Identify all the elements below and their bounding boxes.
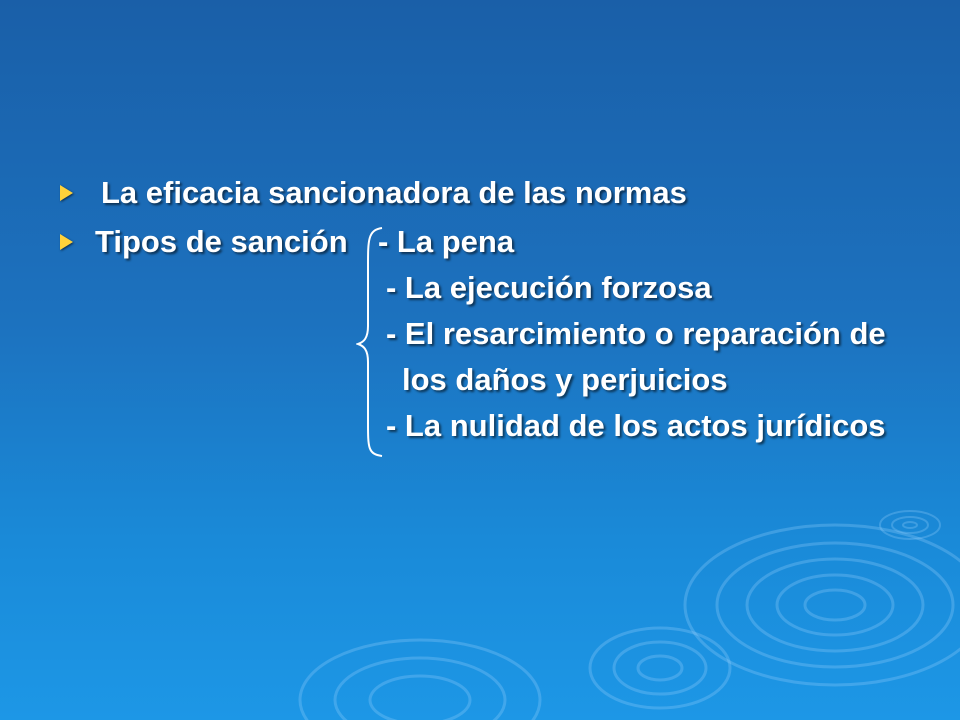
bullet-item-2 bbox=[60, 224, 348, 260]
bullet-text-2: Tipos de sanción bbox=[95, 224, 348, 259]
sanction-type-resarcimiento: - El resarcimiento o reparación de bbox=[386, 316, 886, 351]
arrow-bullet-icon bbox=[60, 185, 73, 201]
sanction-type-nulidad: - La nulidad de los actos jurídicos bbox=[386, 408, 886, 443]
sanction-type-ejecucion-forzosa: - La ejecución forzosa bbox=[386, 270, 712, 305]
bullet-item-1 bbox=[60, 175, 687, 211]
bullet-text-1: La eficacia sancionadora de las normas bbox=[101, 175, 687, 210]
curly-brace-icon bbox=[356, 226, 386, 458]
sanction-type-pena: - La pena bbox=[378, 224, 515, 259]
arrow-bullet-icon bbox=[60, 234, 73, 250]
sanction-type-resarcimiento-continuation: los daños y perjuicios bbox=[402, 362, 728, 397]
